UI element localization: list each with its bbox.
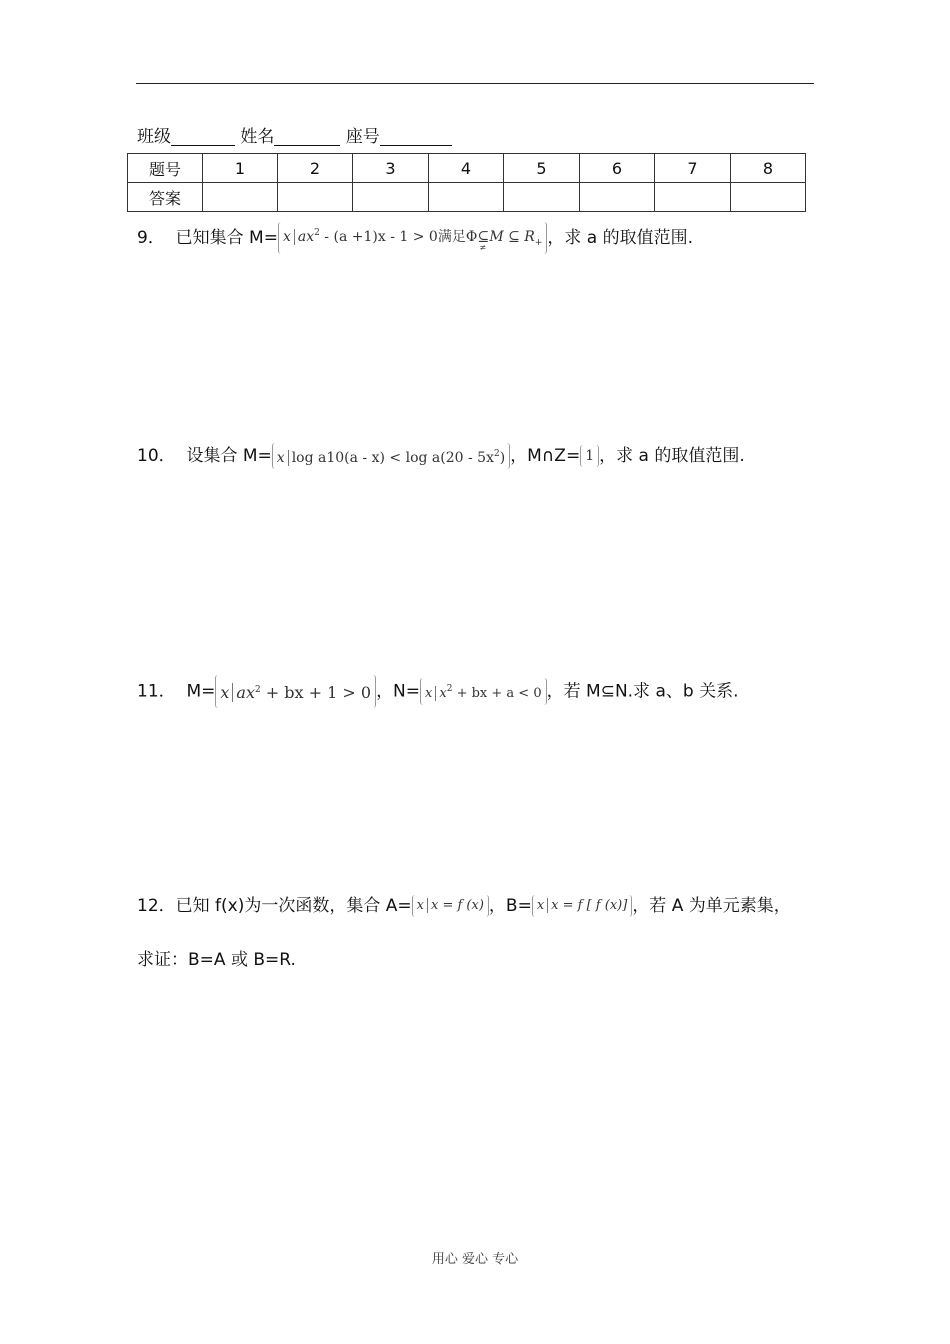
question-number-cell: 8 xyxy=(731,154,806,183)
answer-cell[interactable] xyxy=(655,183,731,212)
question-12 xyxy=(137,894,791,918)
answer-cell[interactable] xyxy=(731,183,806,212)
answer-cell[interactable] xyxy=(353,183,429,212)
page-footer: 用心 爱心 专心 xyxy=(431,1252,519,1267)
question-number-cell: 6 xyxy=(580,154,655,183)
seat-blank[interactable] xyxy=(380,127,452,146)
seat-label: 座号 xyxy=(345,127,380,147)
question-10 xyxy=(137,443,745,469)
question-text: ，求 a 的取值范围. xyxy=(599,446,745,466)
question-12-line-2 xyxy=(137,948,296,972)
student-info-line xyxy=(137,125,452,149)
class-label: 班级 xyxy=(137,127,171,147)
question-text: ，B= xyxy=(488,896,532,916)
question-text: N.求 a、b 关系. xyxy=(614,681,739,702)
question-11 xyxy=(137,675,738,708)
set-formula: x $\log a10(a - x) < \log a(20 - 5x^2)$ xyxy=(272,443,510,469)
question-number-cell: 7 xyxy=(655,154,731,183)
answer-cell[interactable] xyxy=(429,183,504,212)
question-text: ，M∩Z= xyxy=(510,446,581,466)
table-row-numbers xyxy=(128,154,806,183)
question-text: ，若 M xyxy=(546,681,601,702)
set-formula: x $ax^2 - (a +1)x - 1 > 0$满足Φ⊆ ≠ M ⊆ $R_+$ xyxy=(278,222,547,254)
question-number-cell: 4 xyxy=(429,154,504,183)
question-text: 求证：B=A 或 B=R. xyxy=(137,950,296,970)
question-number-cell: 2 xyxy=(278,154,353,183)
question-number: 12． xyxy=(137,896,176,916)
table-row-answers xyxy=(128,183,806,212)
question-text: ，求 a 的取值范围. xyxy=(547,228,694,248)
question-number: 11． xyxy=(137,681,176,702)
proper-subset-symbol: ⊆ ≠ xyxy=(477,229,490,252)
answer-cell[interactable] xyxy=(203,183,278,212)
set-formula-m: x $ax^2$ + bx + 1 > 0 xyxy=(215,675,376,708)
name-label: 姓名 xyxy=(240,127,275,147)
class-blank[interactable] xyxy=(171,127,235,146)
question-text: 设集合 M= xyxy=(186,446,272,466)
question-text: ，N= xyxy=(376,681,421,702)
set-formula-n: x $x^2$ + bx + a < 0 xyxy=(420,678,547,705)
question-number: 10． xyxy=(137,446,176,466)
answer-cell[interactable] xyxy=(278,183,353,212)
answer-table xyxy=(127,153,806,212)
row-header-number: 题号 xyxy=(128,154,203,183)
question-number: 9． xyxy=(137,228,165,248)
set-one-formula: 1 xyxy=(580,445,599,467)
question-number-cell: 3 xyxy=(353,154,429,183)
answer-cell[interactable] xyxy=(580,183,655,212)
answer-cell[interactable] xyxy=(504,183,580,212)
subset-symbol: ⊆ xyxy=(600,681,615,702)
name-blank[interactable] xyxy=(274,127,340,146)
set-formula-b: x x = f [ f (x)] xyxy=(532,895,632,917)
row-header-answer: 答案 xyxy=(128,183,203,212)
set-formula-a: x x = f (x) xyxy=(412,895,489,917)
question-number-cell: 5 xyxy=(504,154,580,183)
question-text: 已知集合 M= xyxy=(175,228,278,248)
question-text: 已知 f(x)为一次函数，集合 A= xyxy=(175,896,412,916)
question-text: ，若 A 为单元素集， xyxy=(632,896,791,916)
header-rule xyxy=(136,83,814,84)
question-number-cell: 1 xyxy=(203,154,278,183)
question-9 xyxy=(137,222,693,254)
question-text: M= xyxy=(186,681,216,702)
